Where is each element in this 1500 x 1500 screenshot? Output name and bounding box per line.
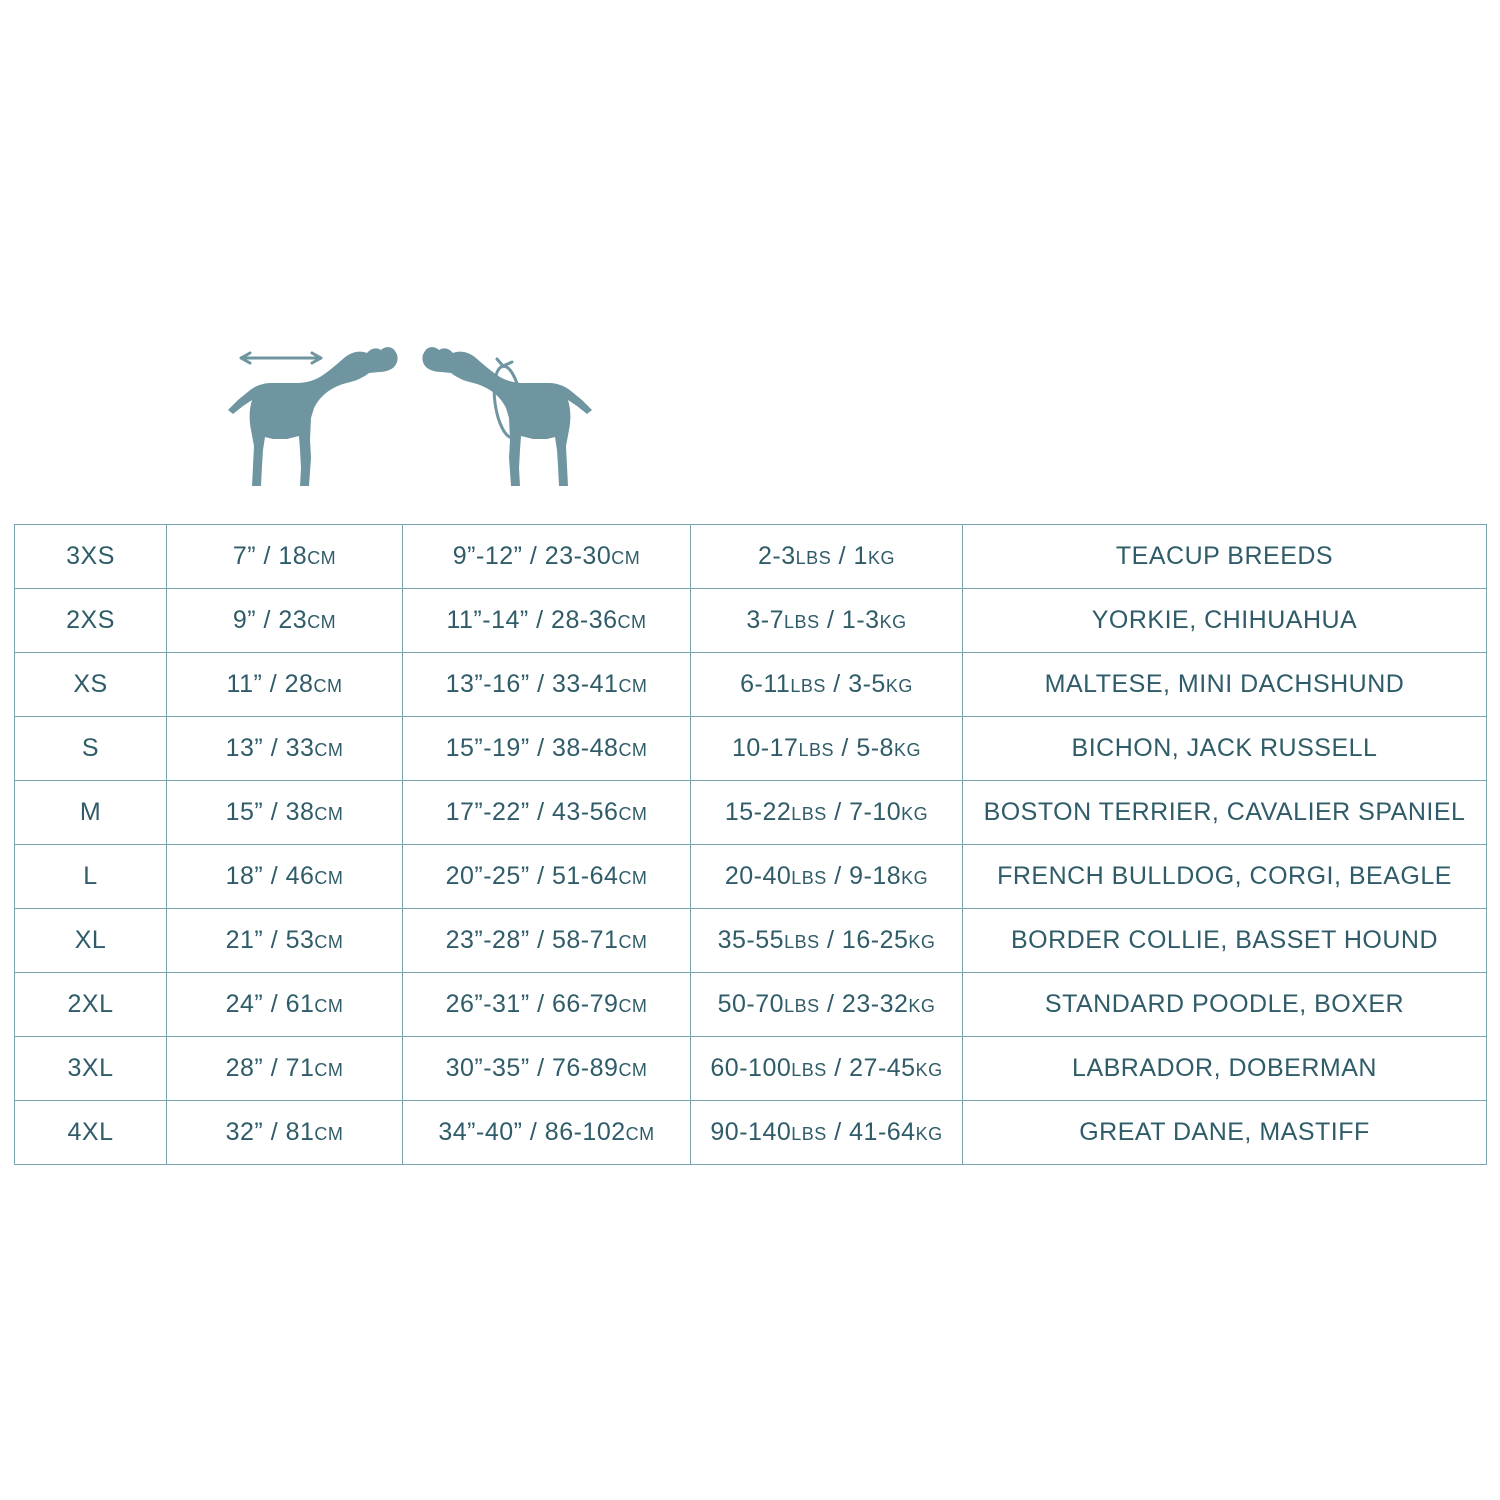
table-row bbox=[15, 973, 1487, 1037]
measurement-diagram bbox=[0, 330, 1500, 515]
weight-value-kg: / 27-45 bbox=[826, 1054, 916, 1082]
chest-unit: CM bbox=[618, 932, 648, 952]
chest-unit: CM bbox=[611, 548, 641, 568]
weight-unit-kg: KG bbox=[867, 548, 895, 568]
cell-size: 2XL bbox=[15, 973, 167, 1037]
neck-value: 15” / 38 bbox=[225, 798, 315, 826]
weight-value: 50-70 bbox=[717, 990, 785, 1018]
weight-unit-lbs: LBS bbox=[784, 996, 820, 1016]
weight-unit-lbs: LBS bbox=[791, 868, 827, 888]
neck-value: 7” / 18 bbox=[232, 542, 308, 570]
chest-unit: CM bbox=[618, 868, 648, 888]
cell-neck bbox=[167, 973, 403, 1037]
weight-unit-lbs: LBS bbox=[784, 932, 820, 952]
neck-unit: CM bbox=[314, 932, 344, 952]
weight-unit-lbs: LBS bbox=[790, 676, 826, 696]
cell-neck bbox=[167, 589, 403, 653]
weight-unit-lbs: LBS bbox=[798, 740, 834, 760]
cell-chest bbox=[403, 909, 691, 973]
cell-neck bbox=[167, 1101, 403, 1165]
cell-breeds: GREAT DANE, MASTIFF bbox=[963, 1101, 1487, 1165]
chest-unit: CM bbox=[618, 676, 648, 696]
weight-unit-kg: KG bbox=[915, 1124, 943, 1144]
cell-breeds: FRENCH BULLDOG, CORGI, BEAGLE bbox=[963, 845, 1487, 909]
weight-value-kg: / 41-64 bbox=[826, 1118, 916, 1146]
weight-unit-kg: KG bbox=[901, 804, 929, 824]
table-row bbox=[15, 1037, 1487, 1101]
neck-value: 9” / 23 bbox=[232, 606, 308, 634]
weight-value-kg: / 1 bbox=[831, 542, 868, 570]
weight-unit-lbs: LBS bbox=[791, 804, 827, 824]
table-row bbox=[15, 1101, 1487, 1165]
neck-unit: CM bbox=[314, 868, 344, 888]
weight-value-kg: / 5-8 bbox=[833, 734, 894, 762]
neck-value: 11” / 28 bbox=[226, 670, 314, 698]
weight-value: 90-140 bbox=[710, 1118, 792, 1146]
cell-neck bbox=[167, 525, 403, 589]
weight-unit-kg: KG bbox=[879, 612, 907, 632]
dog-silhouette-neck-measure bbox=[228, 347, 398, 486]
chest-value: 9”-12” / 23-30 bbox=[452, 542, 612, 570]
cell-size: XS bbox=[15, 653, 167, 717]
weight-value-kg: / 7-10 bbox=[826, 798, 902, 826]
neck-measure-arrow bbox=[241, 353, 321, 363]
neck-unit: CM bbox=[314, 996, 344, 1016]
cell-breeds: MALTESE, MINI DACHSHUND bbox=[963, 653, 1487, 717]
table-row bbox=[15, 589, 1487, 653]
cell-chest bbox=[403, 845, 691, 909]
cell-size: L bbox=[15, 845, 167, 909]
chest-value: 15”-19” / 38-48 bbox=[445, 734, 619, 762]
chest-unit: CM bbox=[618, 740, 648, 760]
neck-unit: CM bbox=[313, 676, 343, 696]
cell-weight bbox=[691, 525, 963, 589]
neck-unit: CM bbox=[314, 1124, 344, 1144]
weight-value: 60-100 bbox=[710, 1054, 792, 1082]
weight-value-kg: / 9-18 bbox=[826, 862, 902, 890]
cell-chest bbox=[403, 717, 691, 781]
cell-weight bbox=[691, 589, 963, 653]
neck-value: 21” / 53 bbox=[225, 926, 315, 954]
weight-value: 35-55 bbox=[717, 926, 785, 954]
cell-chest bbox=[403, 589, 691, 653]
chest-value: 23”-28” / 58-71 bbox=[445, 926, 619, 954]
weight-value: 2-3 bbox=[758, 542, 796, 570]
weight-unit-lbs: LBS bbox=[791, 1060, 827, 1080]
cell-breeds: STANDARD POODLE, BOXER bbox=[963, 973, 1487, 1037]
chest-value: 34”-40” / 86-102 bbox=[438, 1118, 626, 1146]
neck-value: 13” / 33 bbox=[225, 734, 315, 762]
weight-unit-kg: KG bbox=[893, 740, 921, 760]
cell-neck bbox=[167, 653, 403, 717]
weight-value: 20-40 bbox=[724, 862, 792, 890]
chest-value: 13”-16” / 33-41 bbox=[445, 670, 619, 698]
weight-value-kg: / 16-25 bbox=[819, 926, 909, 954]
weight-value-kg: / 1-3 bbox=[819, 606, 880, 634]
cell-chest bbox=[403, 653, 691, 717]
cell-size: 3XL bbox=[15, 1037, 167, 1101]
weight-unit-kg: KG bbox=[901, 868, 929, 888]
weight-value-kg: / 23-32 bbox=[819, 990, 909, 1018]
cell-size: M bbox=[15, 781, 167, 845]
weight-unit-lbs: LBS bbox=[795, 548, 832, 568]
chest-value: 17”-22” / 43-56 bbox=[445, 798, 619, 826]
cell-size: 2XS bbox=[15, 589, 167, 653]
weight-value-kg: / 3-5 bbox=[825, 670, 886, 698]
neck-unit: CM bbox=[307, 548, 337, 568]
neck-unit: CM bbox=[307, 612, 337, 632]
neck-unit: CM bbox=[314, 740, 344, 760]
weight-unit-lbs: LBS bbox=[784, 612, 820, 632]
cell-weight bbox=[691, 1037, 963, 1101]
cell-weight bbox=[691, 781, 963, 845]
cell-weight bbox=[691, 973, 963, 1037]
cell-weight bbox=[691, 1101, 963, 1165]
neck-value: 24” / 61 bbox=[225, 990, 315, 1018]
cell-weight bbox=[691, 717, 963, 781]
cell-breeds: BICHON, JACK RUSSELL bbox=[963, 717, 1487, 781]
chest-value: 30”-35” / 76-89 bbox=[445, 1054, 619, 1082]
chest-value: 11”-14” / 28-36 bbox=[446, 606, 618, 634]
neck-value: 28” / 71 bbox=[225, 1054, 315, 1082]
cell-chest bbox=[403, 781, 691, 845]
neck-value: 32” / 81 bbox=[225, 1118, 315, 1146]
weight-unit-lbs: LBS bbox=[791, 1124, 827, 1144]
weight-value: 10-17 bbox=[732, 734, 799, 762]
chest-value: 20”-25” / 51-64 bbox=[445, 862, 619, 890]
cell-neck bbox=[167, 1037, 403, 1101]
cell-breeds: BORDER COLLIE, BASSET HOUND bbox=[963, 909, 1487, 973]
weight-value: 3-7 bbox=[746, 606, 785, 634]
chest-unit: CM bbox=[618, 996, 648, 1016]
weight-unit-kg: KG bbox=[908, 996, 936, 1016]
size-chart-table bbox=[14, 524, 1487, 1165]
table-row bbox=[15, 909, 1487, 973]
cell-chest bbox=[403, 973, 691, 1037]
weight-unit-kg: KG bbox=[915, 1060, 943, 1080]
cell-weight bbox=[691, 653, 963, 717]
chest-unit: CM bbox=[618, 1060, 648, 1080]
table-row bbox=[15, 653, 1487, 717]
cell-size: S bbox=[15, 717, 167, 781]
cell-size: 4XL bbox=[15, 1101, 167, 1165]
cell-size: 3XS bbox=[15, 525, 167, 589]
table-row bbox=[15, 717, 1487, 781]
table-row bbox=[15, 525, 1487, 589]
weight-value: 6-11 bbox=[740, 670, 791, 698]
cell-neck bbox=[167, 909, 403, 973]
cell-breeds: BOSTON TERRIER, CAVALIER SPANIEL bbox=[963, 781, 1487, 845]
cell-neck bbox=[167, 845, 403, 909]
dog-silhouettes-svg bbox=[225, 340, 595, 515]
cell-chest bbox=[403, 525, 691, 589]
weight-unit-kg: KG bbox=[885, 676, 913, 696]
cell-weight bbox=[691, 845, 963, 909]
cell-breeds: YORKIE, CHIHUAHUA bbox=[963, 589, 1487, 653]
chest-value: 26”-31” / 66-79 bbox=[445, 990, 619, 1018]
cell-neck bbox=[167, 717, 403, 781]
table-row bbox=[15, 781, 1487, 845]
cell-chest bbox=[403, 1101, 691, 1165]
chest-unit: CM bbox=[618, 804, 648, 824]
chest-unit: CM bbox=[625, 1124, 655, 1144]
cell-size: XL bbox=[15, 909, 167, 973]
neck-value: 18” / 46 bbox=[225, 862, 315, 890]
cell-weight bbox=[691, 909, 963, 973]
chest-unit: CM bbox=[617, 612, 647, 632]
table-row bbox=[15, 845, 1487, 909]
weight-value: 15-22 bbox=[724, 798, 792, 826]
cell-chest bbox=[403, 1037, 691, 1101]
neck-unit: CM bbox=[314, 1060, 344, 1080]
cell-breeds: TEACUP BREEDS bbox=[963, 525, 1487, 589]
cell-neck bbox=[167, 781, 403, 845]
weight-unit-kg: KG bbox=[908, 932, 936, 952]
neck-unit: CM bbox=[314, 804, 344, 824]
cell-breeds: LABRADOR, DOBERMAN bbox=[963, 1037, 1487, 1101]
